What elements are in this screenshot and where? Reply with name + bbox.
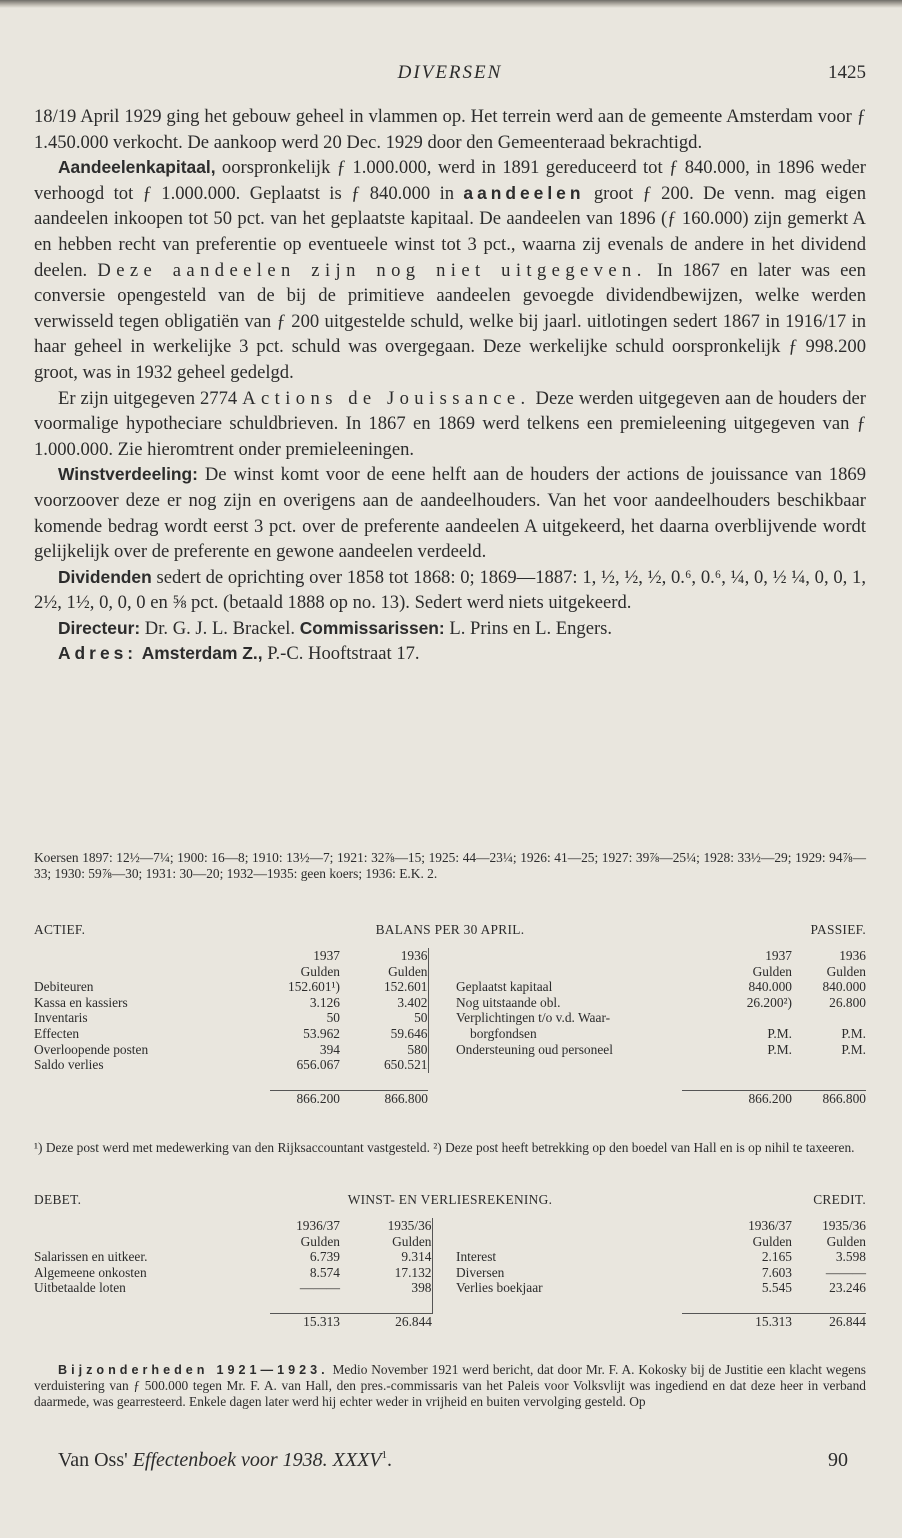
text-directeur: Dr. G. J. L. Brackel. — [140, 617, 300, 639]
label-commissarissen: Commissarissen: — [299, 617, 445, 638]
text-adres: P.-C. Hooftstraat 17. — [262, 643, 420, 665]
spaced-actions: Actions de Jouissance. — [242, 387, 531, 409]
wv-year-right-2: 1935/36 — [822, 1218, 866, 1233]
wv-left-label: Uitbetaalde loten — [34, 1280, 126, 1296]
balans-left-b: 152.601 — [383, 979, 428, 995]
wv-left-a: 6.739 — [309, 1249, 340, 1265]
balans-left-b: 50 — [414, 1010, 428, 1026]
balans-totals-row — [34, 1091, 866, 1107]
wv-right-label: Diversen — [456, 1264, 505, 1280]
balans-left-label: Effecten — [34, 1025, 80, 1041]
footer-book-title: Effectenboek voor 1938. XXXV — [132, 1449, 382, 1471]
balans-right-label: borgfondsen — [470, 1025, 537, 1041]
label-aandeelenkapitaal: Aandeelenkapitaal, — [58, 157, 216, 178]
wv-credit-label: CREDIT. — [813, 1192, 866, 1207]
wv-unit-left-2: Gulden — [392, 1233, 432, 1249]
bijzonderheden-block — [34, 1362, 866, 1410]
table-row — [34, 979, 866, 995]
footer-title — [58, 1449, 392, 1472]
running-footer — [34, 1449, 866, 1477]
text-winstverdeeling: De winst komt voor de eene helft aan de houders der actions de jouissance van 1869 voorzoover deze er nog zijn en overigens aan de aandeelhouders. Van het voor aandeelhouders beschikbaar komende bedrag wordt eerst 3 pct. over de preferente aandeelen A uitgekeerd, het daarna overblijvende wordt gelijkelijk over de preferente en gewone aandeelen verdeeld. — [34, 464, 866, 563]
wv-total-left-a: 15.313 — [270, 1314, 340, 1330]
wv-right-label: Interest — [456, 1249, 497, 1265]
wv-right-label: Verlies boekjaar — [456, 1280, 543, 1296]
table-row — [34, 1249, 866, 1265]
balans-right-label: Geplaatst kapitaal — [456, 979, 553, 995]
balans-years-row — [34, 948, 866, 964]
balans-left-a: 152.601¹) — [288, 979, 340, 995]
balans-caption — [34, 922, 866, 940]
balans-left-label: Kassa en kassiers — [34, 994, 128, 1010]
balans-right-a — [682, 1010, 792, 1026]
wv-right-a: 2.165 — [761, 1249, 792, 1265]
table-row — [34, 1042, 866, 1058]
table-row — [34, 1010, 866, 1026]
wv-total-right-b: 26.844 — [792, 1314, 866, 1330]
balans-left-label: Overloopende posten — [34, 1041, 149, 1057]
wv-years-row — [34, 1218, 866, 1234]
text-capital-a: oorspronkelijk ƒ 1.000.000, werd in 1891 gereduceerd tot ƒ 840.000, in 1896 weder verhoogd tot ƒ 1.000.000. Geplaatst is ƒ 840.000 in — [34, 157, 866, 204]
table-row — [34, 1265, 866, 1281]
balans-left-a: 394 — [319, 1041, 340, 1057]
header-page-number: 1425 — [828, 62, 866, 83]
balans-right-a: 26.200²) — [746, 994, 792, 1010]
paragraph-dividenden — [34, 565, 866, 616]
balans-unit-left-1: Gulden — [300, 963, 340, 979]
wv-right-b: ——— — [825, 1264, 866, 1280]
bijzonderheden-paragraph — [34, 1362, 866, 1410]
footer-volume-sup: 1 — [381, 1449, 388, 1461]
wv-section — [34, 1192, 866, 1330]
balans-left-b: 580 — [407, 1041, 428, 1057]
balans-right-label: Verplichtingen t/o v.d. Waar- — [456, 1010, 611, 1026]
balans-total-right-b: 866.800 — [792, 1091, 866, 1107]
text-actions-b: Deze werden uitgegeven aan de houders der voormalige hypotheciare schuldbrieven. In 1867 en 1869 werd telkens een premieleening uitgegeven van ƒ 1.000.000. Zie hieromtrent onder premieleeningen. — [34, 387, 866, 460]
balans-total-left-b: 866.800 — [340, 1091, 428, 1107]
balans-section — [34, 922, 866, 1107]
text-capital-c: In 1867 en later was een conversie opengesteld van de bij de primitieve aandeelen gevoegde dividendbewijzen, welke werden verwisseld tegen obligatiën van ƒ 200 uitgestelde schuld, welke bij jaarl. uitlotingen sedert 1867 in 1916/17 in haar geheel in werkelijke 3 pct. schuld was overgegaan. Deze werkelijke schuld oorspronkelijk ƒ 998.200 groot, was in 1932 geheel gedelgd. — [34, 259, 866, 383]
wv-left-b: 17.132 — [394, 1264, 432, 1280]
balans-right-a: 840.000 — [748, 979, 792, 995]
paragraph-adres — [34, 641, 866, 667]
label-winstverdeeling: Winstverdeeling: — [58, 464, 198, 485]
wv-caption — [34, 1192, 866, 1210]
footer-sheet-number: 90 — [828, 1449, 848, 1471]
text-actions-a: Er zijn uitgegeven 2774 — [58, 387, 243, 409]
adres-city: Amsterdam Z., — [141, 643, 263, 664]
footnote-text: ¹) Deze post werd met medewerking van den Rijksaccountant vastgesteld. ²) Deze post heeft betrekking op den boedel van Hall en is op nihil te taxeeren. — [34, 1140, 855, 1155]
balans-right-b: 840.000 — [822, 979, 866, 995]
wv-unit-row — [34, 1234, 866, 1250]
balans-left-label: Saldo verlies — [34, 1057, 104, 1073]
balans-right-a: P.M. — [767, 1041, 792, 1057]
table-row — [34, 1057, 866, 1073]
spaced-aandeelen: aandeelen — [463, 182, 585, 203]
wv-left-a: ——— — [299, 1280, 340, 1296]
wv-table — [34, 1218, 866, 1330]
balans-right-b: 26.800 — [829, 994, 866, 1010]
wv-totals-row — [34, 1314, 866, 1330]
koersen-text: Koersen 1897: 12½—7¼; 1900: 16—8; 1910: 13½—7; 1921: 32⅞—15; 1925: 44—23¼; 1926: 41—25; 1927: 39⅞—25¼; 1928: 33½—29; 1929: 94⅞—33; 1930: 59⅞—30; 1931: 30—20; 1932—1935: geen koers; 1936: E.K. 2. — [34, 850, 866, 881]
text-dividenden: sedert de oprichting over 1858 tot 1868: 0; 1869—1887: 1, ½, ½, ½, 0.⁶, 0.⁶, ¼, 0, ½ ¼, 0, 0, 1, 2½, 1½, 0, 0, 0 en ⅝ pct. (betaald 1888 op no. 13). Sedert werd niets uitgekeerd. — [34, 566, 866, 614]
balans-title: BALANS PER 30 APRIL. — [375, 922, 525, 937]
balans-total-left-a: 866.200 — [270, 1091, 340, 1107]
balans-unit-row — [34, 964, 866, 980]
wv-right-b: 3.598 — [835, 1249, 866, 1265]
footnote-block — [34, 1140, 866, 1156]
wv-unit-right-1: Gulden — [752, 1233, 792, 1249]
table-row — [34, 995, 866, 1011]
wv-debet-label: DEBET. — [34, 1192, 82, 1207]
footer-publisher: Van Oss' — [58, 1449, 133, 1471]
balans-right-b: P.M. — [841, 1025, 866, 1041]
wv-year-left-1: 1936/37 — [296, 1218, 340, 1233]
paragraph-fire: 18/19 April 1929 ging het gebouw geheel in vlammen op. Het terrein werd aan de gemeente Amsterdam voor ƒ 1.450.000 verkocht. De aankoop werd 20 Dec. 1929 door den Gemeenteraad bekrachtigd. — [34, 106, 866, 153]
body-text — [34, 104, 866, 667]
wv-unit-left-1: Gulden — [300, 1233, 340, 1249]
paragraph-directeur — [34, 616, 866, 642]
bijzonderheden-label: Bijzonderheden 1921—1923. — [58, 1363, 329, 1377]
balans-right-label: Ondersteuning oud personeel — [456, 1041, 613, 1057]
balans-right-label: Nog uitstaande obl. — [456, 994, 561, 1010]
balans-left-b: 59.646 — [390, 1025, 428, 1041]
text-commissarissen: L. Prins en L. Engers. — [444, 617, 613, 639]
balans-left-b: 650.521 — [383, 1057, 428, 1073]
balans-year-right-1: 1937 — [765, 948, 792, 963]
wv-left-a: 8.574 — [309, 1264, 340, 1280]
wv-total-left-b: 26.844 — [340, 1314, 432, 1330]
wv-unit-right-2: Gulden — [826, 1233, 866, 1249]
header-title: DIVERSEN — [397, 62, 503, 83]
label-dividenden: Dividenden — [58, 566, 152, 587]
balans-left-a: 656.067 — [296, 1057, 340, 1073]
balans-passief-label: PASSIEF. — [810, 922, 866, 937]
wv-left-label: Algemeene onkosten — [34, 1264, 147, 1280]
balans-year-left-2: 1936 — [400, 948, 428, 963]
page-top-edge — [0, 0, 902, 8]
balans-left-a: 50 — [326, 1010, 340, 1026]
bijzonderheden-text: Medio November 1921 werd bericht, dat door Mr. F. A. Kokosky bij de Justitie een klacht wegens verduistering van ƒ 500.000 tegen Mr. F. A. van Hall, den pres.-commissaris van het Paleis voor Volksvlijt was ingediend en dat deze heer in verband daarmede, was gearresteerd. Enkele dagen later werd hij echter weder in vrijheid en buiten vervolging gesteld. Op — [34, 1362, 866, 1409]
balans-unit-right-2: Gulden — [826, 963, 866, 979]
paragraph-actions-de-jouissance — [34, 386, 866, 463]
balans-left-b: 3.402 — [397, 994, 428, 1010]
balans-total-right-a: 866.200 — [682, 1091, 792, 1107]
label-adres: Adres: — [58, 643, 138, 664]
wv-right-a: 7.603 — [761, 1264, 792, 1280]
balans-unit-left-2: Gulden — [388, 963, 428, 979]
wv-right-a: 5.545 — [761, 1280, 792, 1296]
table-row — [34, 1280, 866, 1296]
wv-total-right-a: 15.313 — [682, 1314, 792, 1330]
balans-right-b: P.M. — [841, 1041, 866, 1057]
balans-left-label: Debiteuren — [34, 979, 94, 995]
paragraph-aandeelenkapitaal — [34, 155, 866, 385]
balans-left-label: Inventaris — [34, 1010, 88, 1026]
balans-left-a: 3.126 — [309, 994, 340, 1010]
wv-left-b: 9.314 — [401, 1249, 432, 1265]
balans-right-a: P.M. — [767, 1025, 792, 1041]
label-directeur: Directeur: — [58, 617, 141, 638]
balans-left-a: 53.962 — [303, 1025, 340, 1041]
wv-left-label: Salarissen en uitkeer. — [34, 1249, 148, 1265]
table-row — [34, 1026, 866, 1042]
paragraph-winstverdeeling — [34, 462, 866, 564]
wv-right-b: 23.246 — [829, 1280, 866, 1296]
balans-right-b — [792, 1010, 866, 1026]
running-header — [34, 62, 866, 88]
balans-table — [34, 948, 866, 1107]
koersen-block — [34, 850, 866, 882]
wv-year-left-2: 1935/36 — [387, 1218, 432, 1233]
text-capital-b: groot ƒ 200. De venn. mag eigen aandeelen inkoopen tot 50 pct. van het geplaatste kapitaal. De aandeelen van 1896 (ƒ 160.000) zijn gemerkt A en hebben recht van preferentie op eventueele winst tot 3 pct., waarna zij evenals de andere in het dividend deelen. — [34, 182, 866, 281]
wv-title: WINST- EN VERLIESREKENING. — [347, 1192, 553, 1207]
wv-left-b: 398 — [411, 1280, 432, 1296]
spaced-not-issued: Deze aandeelen zijn nog niet uitgegeven. — [97, 259, 647, 281]
footer-dot: . — [387, 1449, 393, 1471]
balans-actief-label: ACTIEF. — [34, 922, 86, 937]
wv-year-right-1: 1936/37 — [748, 1218, 792, 1233]
balans-unit-right-1: Gulden — [752, 963, 792, 979]
balans-year-left-1: 1937 — [313, 948, 340, 963]
balans-year-right-2: 1936 — [839, 948, 866, 963]
